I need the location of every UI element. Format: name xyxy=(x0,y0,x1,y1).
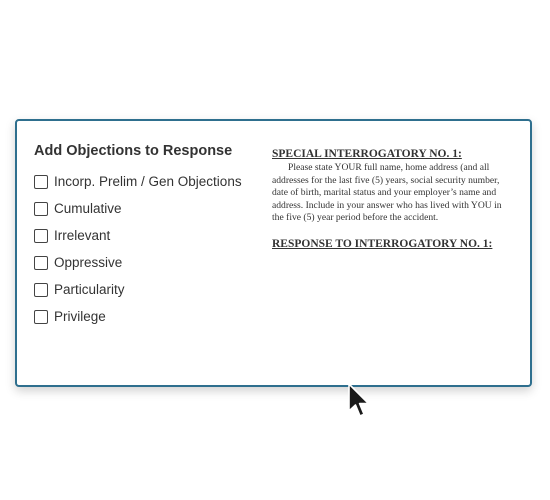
objection-option-particularity[interactable] xyxy=(34,276,264,303)
checkbox[interactable] xyxy=(34,310,48,324)
checkbox[interactable] xyxy=(34,229,48,243)
objection-option-privilege[interactable] xyxy=(34,303,264,330)
objection-option-label: Irrelevant xyxy=(54,228,111,243)
objections-section xyxy=(34,143,264,330)
objection-option-label: Particularity xyxy=(54,282,125,297)
checkbox[interactable] xyxy=(34,202,48,216)
objection-option-label: Incorp. Prelim / Gen Objections xyxy=(54,174,242,189)
objections-title: Add Objections to Response xyxy=(34,143,233,159)
objections-dialog xyxy=(15,119,532,387)
interrogatory-text: Please state YOUR full name, home address (and all addresses for the last five (5) years, social security number, date of birth, marital status and your employer’s name and address. Include in your answer who has lived with YOU in the five (5) year period before the accident. xyxy=(272,162,502,224)
objection-option-label: Cumulative xyxy=(54,201,122,216)
checkbox[interactable] xyxy=(34,175,48,189)
objection-option-oppressive[interactable] xyxy=(34,249,264,276)
objection-option-irrelevant[interactable] xyxy=(34,222,264,249)
interrogatory-heading: SPECIAL INTERROGATORY NO. 1: xyxy=(272,148,462,160)
objection-option-incorp-prelim[interactable] xyxy=(34,168,264,195)
mouse-pointer-icon xyxy=(347,383,371,419)
checkbox[interactable] xyxy=(34,256,48,270)
checkbox[interactable] xyxy=(34,283,48,297)
objection-option-cumulative[interactable] xyxy=(34,195,264,222)
response-heading: RESPONSE TO INTERROGATORY NO. 1: xyxy=(272,237,493,250)
document-preview xyxy=(272,148,514,252)
objection-option-label: Oppressive xyxy=(54,255,123,270)
objection-option-label: Privilege xyxy=(54,309,106,324)
